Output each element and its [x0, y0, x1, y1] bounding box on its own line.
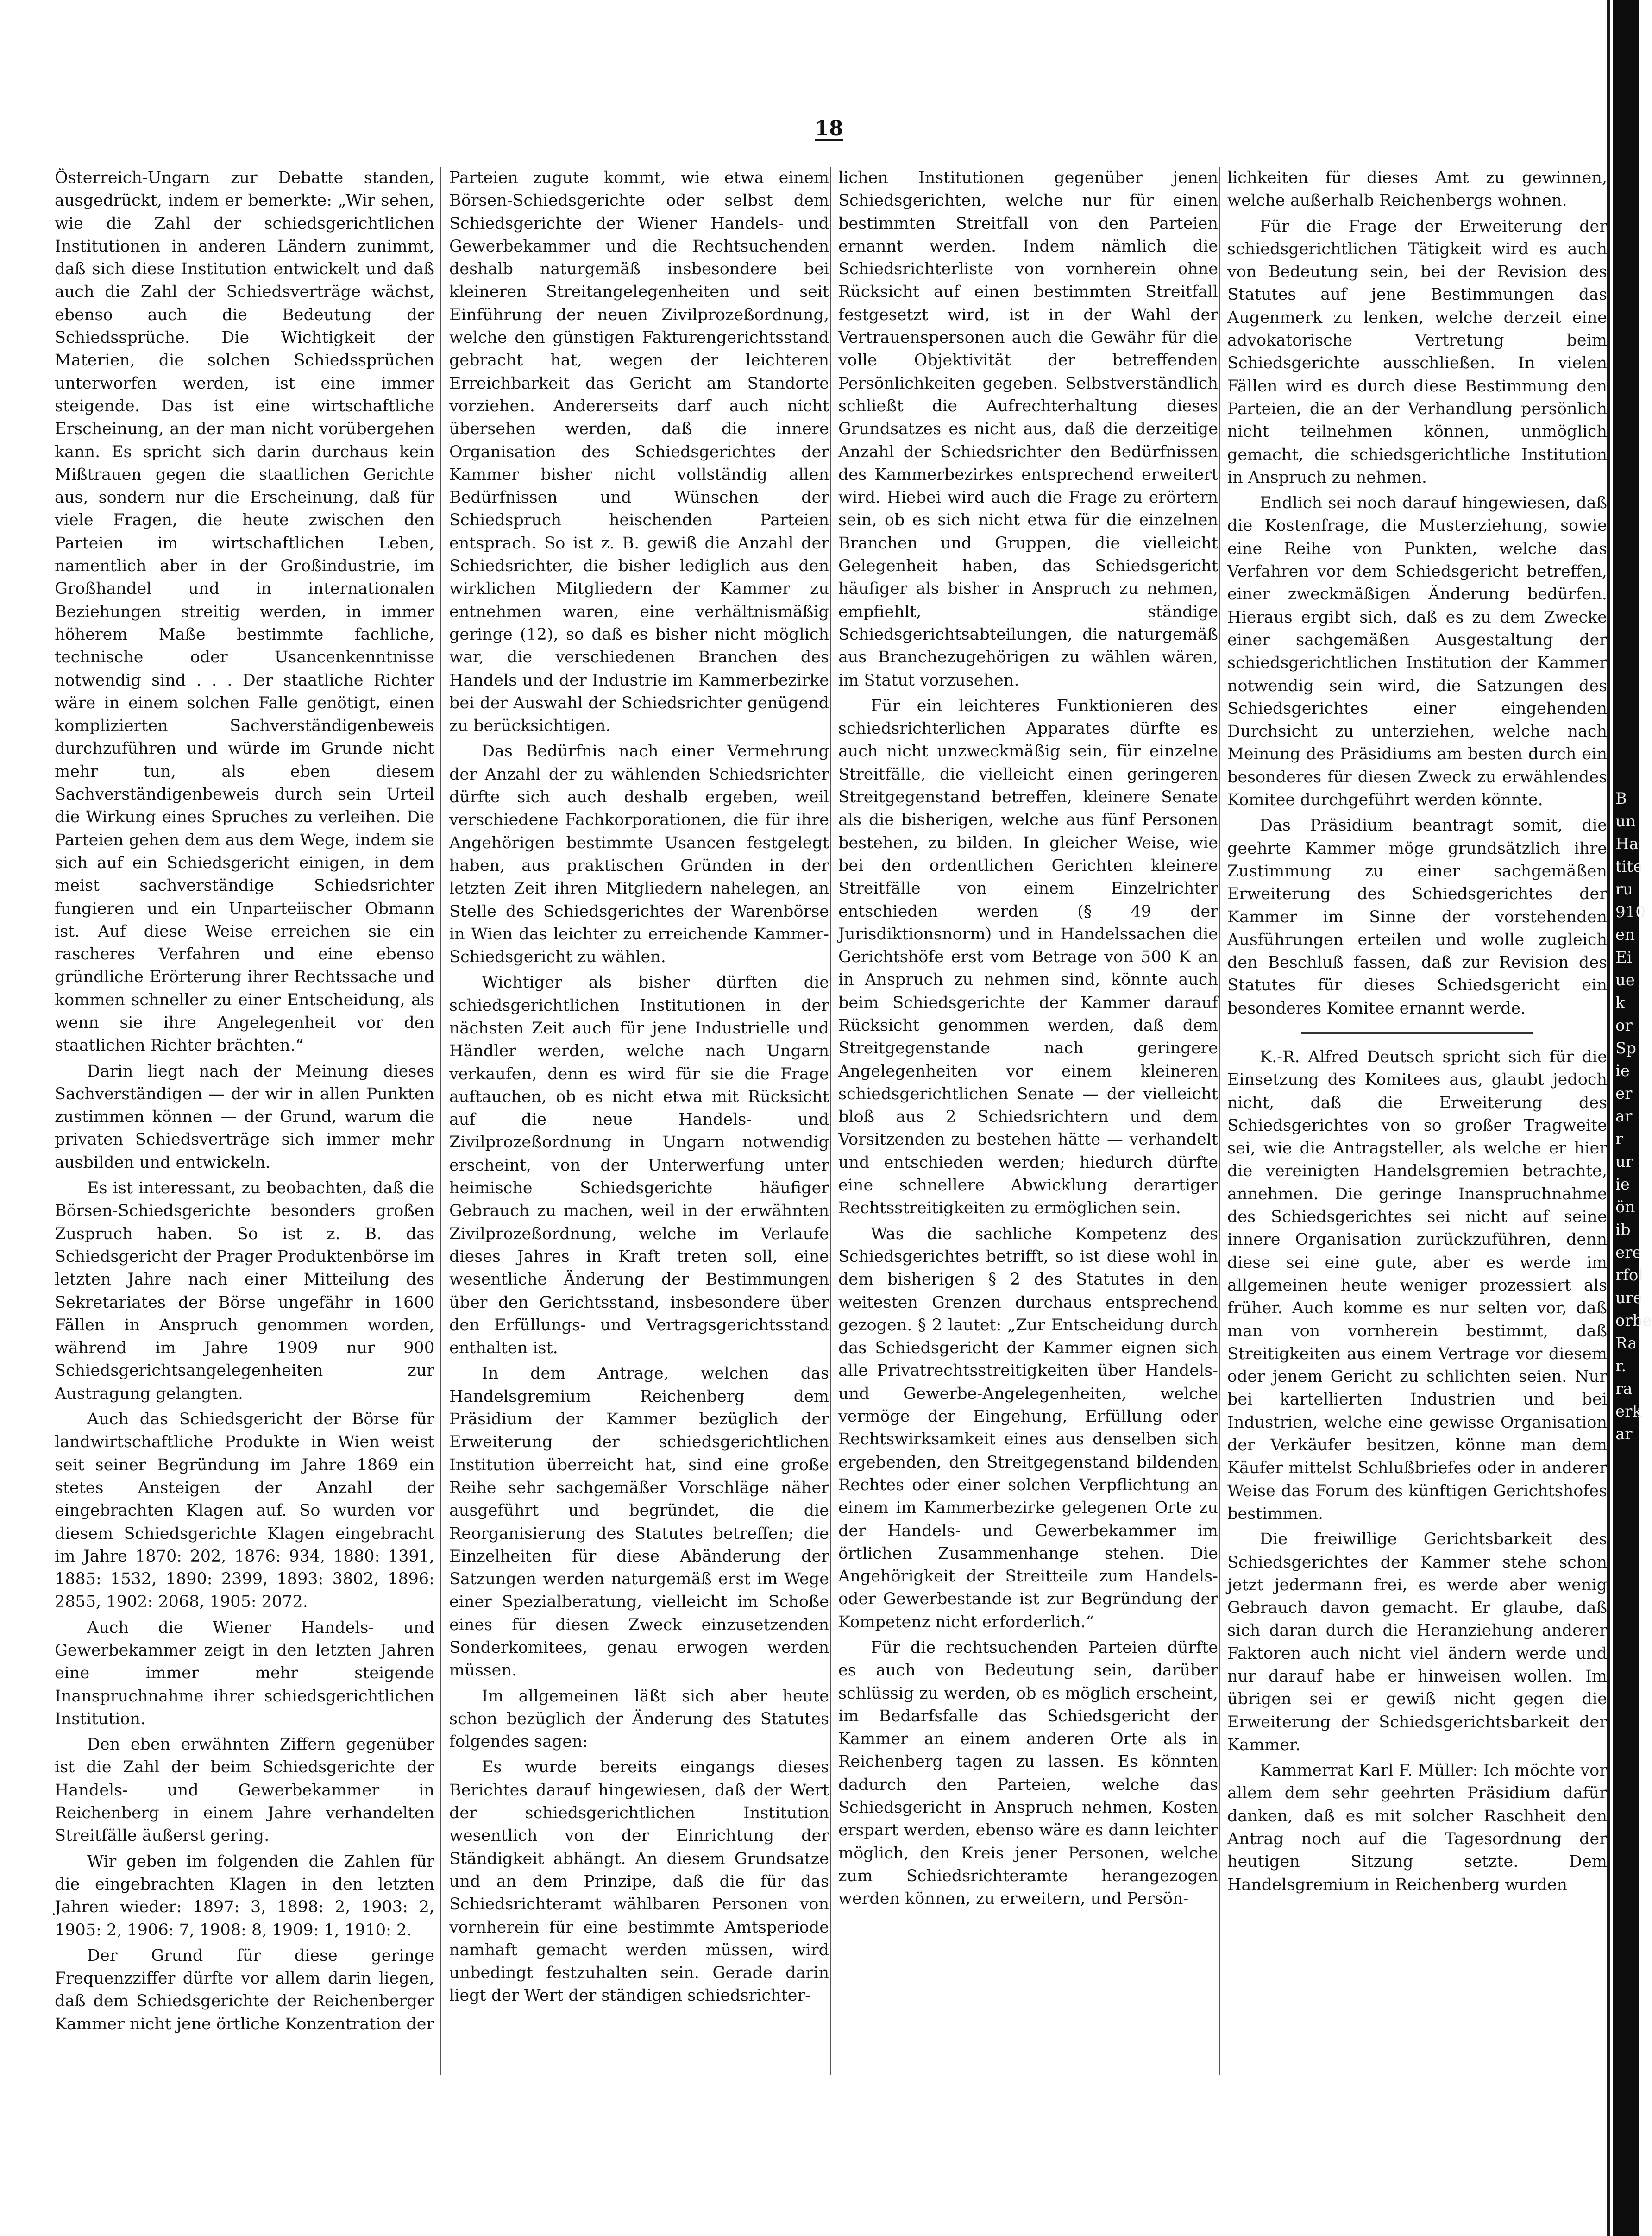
adjacent-page-fragments	[1615, 787, 1652, 2085]
text-column-1	[55, 167, 434, 2066]
edge-fragment: Ha	[1615, 835, 1639, 853]
edge-fragment: r.	[1615, 1357, 1627, 1375]
paragraph: Wichtiger als bisher dürften die schiedsgerichtlichen Institutionen in der nächsten Zeit auch für jene Industrielle und Händler werden, welche nach Ungarn verkaufen, denn es wird für sie die Frage auftauchen, ob es nicht etwa mit Rücksicht auf die neue Handels- und Zivilprozeßordnung in Ungarn notwendig erscheint, von der Unterwerfung unter heimische Schiedsgerichte häufiger Gebrauch zu machen, weil in der erwähnten Zivilprozeßordnung, welche im Verlaufe dieses Jahres in Kraft treten soll, eine wesentliche Änderung der Bestimmungen über den Gerichtsstand, insbesondere über den Erfüllungs- und Vertragsgerichtsstand enthalten ist.	[449, 973, 829, 1358]
edge-fragment: ra	[1615, 1379, 1633, 1398]
edge-fragment: ie	[1615, 1175, 1630, 1194]
edge-fragment: ue	[1615, 971, 1635, 989]
paragraph: Auch das Schiedsgericht der Börse für landwirtschaftliche Produkte in Wien weist seit seiner Begründung im Jahre 1869 ein stetes Ansteigen der Anzahl der eingebrachten Klagen auf. So wurden vor diesem Schiedsgerichte Klagen eingebracht im Jahre 1870: 202, 1876: 934, 1880: 1391, 1885: 1532, 1890: 2399, 1893: 3802, 1896: 2855, 1902: 2068, 1905: 2072.	[55, 1410, 434, 1612]
column-rule	[830, 167, 831, 2075]
paragraph: Was die sachliche Kompetenz des Schiedsgerichtes betrifft, so ist diese wohl in dem bisherigen § 2 des Statutes in den weitesten Grenzen durchaus entsprechend gezogen. § 2 lautet: „Zur Entscheidung durch das Schiedsgericht der Kammer eignen sich alle Privatrechtsstreitigkeiten über Handels- und Gewerbe-Angelegenheiten, welche vermöge der Eingehung, Erfüllung oder Rechtswirksamkeit eines aus denselben sich ergebenden, den Streitgegenstand bildenden Rechtes oder einer solchen Verpflichtung an einem im Kammerbezirke gelegenen Orte zu der Handels- und Gewerbekammer im örtlichen Zusammenhange stehen. Die Angehörigkeit der Streitteile zum Handels- oder Gewerbestande ist zur Begründung der Kompetenz nicht erforderlich.“	[838, 1224, 1218, 1631]
edge-fragment: Sp	[1615, 1039, 1637, 1058]
page-edge-rule	[1607, 0, 1610, 2236]
paragraph: Den eben erwähnten Ziffern gegenüber ist die Zahl der beim Schiedsgerichte der Handels- und Gewerbekammer in Reichenberg in einem Jahre verhandelten Streitfälle äußerst gering.	[55, 1735, 434, 1845]
paragraph: K.-R. Alfred Deutsch spricht sich für die Einsetzung des Komitees aus, glaubt jedoch nicht, daß die Erweiterung des Schiedsgerichtes von so großer Tragweite sei, wie die Antragsteller, als welche er hier die vereinigten Handelsgremien betrachte, annehmen. Die geringe Inanspruchnahme des Schiedsgerichtes sei nicht auf seine innere Organisation zurückzuführen, denn diese sei eine gute, aber es werde im allgemeinen heute weniger prozessiert als früher. Auch komme es nur selten vor, daß man von vornherein bestimmt, daß Streitigkeiten aus einem Vertrage vor diesem oder jenem Gericht zu schlichten seien. Nur bei kartellierten Industrien und bei Industrien, welche eine gewisse Organisation der Verkäufer besitzen, könne man dem Käufer mittelst Schlußbriefes oder in anderer Weise das Forum des künftigen Gerichtshofes bestimmen.	[1227, 1047, 1607, 1523]
page-number: 18	[815, 117, 843, 140]
edge-fragment: ar	[1615, 1425, 1633, 1443]
paragraph: Die freiwillige Gerichtsbarkeit des Schiedsgerichtes der Kammer stehe schon jetzt jedermann frei, es werde aber wenig Gebrauch davon gemacht. Er glaube, daß sich daran durch die Heranziehung anderer Faktoren auch nicht viel ändern werde und nur darauf habe er hinweisen wollen. Im übrigen sei er gewiß nicht gegen die Erweiterung der Schiedsgerichtsbarkeit der Kammer.	[1227, 1530, 1607, 1754]
paragraph: Wir geben im folgenden die Zahlen für die eingebrachten Klagen in den letzten Jahren wieder: 1897: 3, 1898: 2, 1903: 2, 1905: 2, 1906: 7, 1908: 8, 1909: 1, 1910: 2.	[55, 1852, 434, 1940]
edge-fragment: un	[1615, 812, 1636, 831]
edge-fragment: ön	[1615, 1198, 1635, 1216]
paragraph: Parteien zugute kommt, wie etwa einem Börsen-Schiedsgerichte oder selbst dem Schiedsgerichte der Wiener Handels- und Gewerbekammer und die Rechtsuchenden deshalb naturgemäß insbesondere bei kleineren Streitangelegenheiten und seit Einführung der neuen Zivilprozeßordnung, welche den günstigen Fakturengerichtsstand gebracht hat, wegen der leichteren Erreichbarkeit das Gericht am Standorte vorziehen. Andererseits darf auch nicht übersehen werden, daß die innere Organisation des Schiedsgerichtes der Kammer bisher nicht vollständig allen Bedürfnissen und Wünschen der Schiedspruch heischenden Parteien entsprach. So ist z. B. gewiß die Anzahl der Schiedsrichter, die bisher lediglich aus den wirklichen Mitgliedern der Kammer zu entnehmen waren, eine verhältnismäßig geringe (12), so daß es bisher nicht möglich war, die verschiedenen Branchen des Handels und der Industrie im Kammerbezirke bei der Auswahl der Schiedsrichter genügend zu berücksichtigen.	[449, 169, 829, 736]
paragraph: In dem Antrage, welchen das Handelsgremium Reichenberg dem Präsidium der Kammer bezüglich der Erweiterung der schiedsgerichtlichen Institution überreicht hat, sind eine große Reihe sehr sachgemäßer Vorschläge näher ausgeführt und begründet, die die Reorganisierung des Statutes betreffen; die Einzelheiten für diese Abänderung der Satzungen werden naturgemäß erst im Wege einer Spezialberatung, vielleicht im Schoße eines für diesen Zweck einzusetzenden Sonderkomitees, genau erwogen werden müssen.	[449, 1364, 829, 1680]
edge-fragment: Ra	[1615, 1334, 1637, 1353]
edge-fragment: ib	[1615, 1221, 1631, 1239]
edge-fragment: 910	[1615, 903, 1646, 921]
edge-fragment: ur	[1615, 1153, 1633, 1171]
text-column-2	[449, 167, 829, 2066]
edge-fragment: ie	[1615, 1062, 1630, 1080]
edge-fragment: erk	[1615, 1402, 1642, 1421]
paragraph: Darin liegt nach der Meinung dieses Sachverständigen — der wir in allen Punkten zustimmen können — der Grund, warum die privaten Schiedsverträge sich immer mehr ausbilden und entwickeln.	[55, 1062, 434, 1172]
paragraph: Kammerrat Karl F. Müller: Ich möchte vor allem dem sehr geehrten Präsidium dafür danken, daß es mit solcher Raschheit den Antrag noch auf die Tagesordnung der heutigen Sitzung setzte. Dem Handelsgremium in Reichenberg wurden	[1227, 1761, 1607, 1894]
paragraph: Endlich sei noch darauf hingewiesen, daß die Kostenfrage, die Musterziehung, sowie eine Reihe von Punkten, welche das Verfahren vor dem Schiedsgericht betreffen, einer zweckmäßigen Änderung bedürfen. Hieraus ergibt sich, daß es zu dem Zwecke einer sachgemäßen Ausgestaltung der schiedsgerichtlichen Institution der Kammer notwendig sein wird, die Satzungen des Schiedsgerichtes einer eingehenden Durchsicht zu unterziehen, welche nach Meinung des Präsidiums am besten durch ein besonderes für diesen Zweck zu erwählendes Komitee durchgeführt werden könnte.	[1227, 494, 1607, 810]
edge-fragment: Ei	[1615, 948, 1632, 967]
paragraph: Es ist interessant, zu beobachten, daß die Börsen-Schiedsgerichte besonders großen Zuspruch haben. So ist z. B. das Schiedsgericht der Prager Produktenbörse im letzten Jahre nach einer Mitteilung des Sekretariates der Börse ungefähr in 1600 Fällen in Anspruch genommen worden, während im Jahre 1909 nur 900 Schiedsgerichtsangelegenheiten zur Austragung gelangten.	[55, 1179, 434, 1403]
paragraph: Für die rechtsuchenden Parteien dürfte es auch von Bedeutung sein, darüber schlüssig zu werden, ob es möglich erscheint, im Bedarfsfalle das Schiedsgericht der Kammer an einem anderen Orte als in Reichenberg tagen zu lassen. Es könnten dadurch den Parteien, welche das Schiedsgericht in Anspruch nehmen, Kosten erspart werden, ebenso wäre es dann leichter möglich, den Kreis jener Personen, welche zum Schiedsrichteramte herangezogen werden können, zu erweitern, und Persön-	[838, 1638, 1218, 1908]
edge-fragment: B	[1615, 789, 1627, 808]
edge-fragment: orbe	[1615, 1311, 1652, 1330]
paragraph: Für ein leichteres Funktionieren des schiedsrichterlichen Apparates dürfte es auch nicht unzweckmäßig sein, für einzelne Streitfälle, die vielleicht einen geringeren Streitgegenstand betreffen, kleinere Senate als die bisherigen, welche aus fünf Personen bestehen, zu bilden. In gleicher Weise, wie bei den ordentlichen Gerichten kleinere Streitfälle von einem Einzelrichter entschieden werden (§ 49 der Jurisdiktionsnorm) und in Handelssachen die Gerichtshöfe erst vom Betrage von 500 K an in Anspruch zu nehmen sind, könnte auch beim Schiedsgerichte der Kammer darauf Rücksicht genommen werden, daß dem Streitgegenstande nach geringere Angelegenheiten vor einem kleineren schiedsgerichtlichen Senate — der vielleicht bloß aus 2 Schiedsrichtern und dem Vorsitzenden zu bestehen hätte — verhandelt und entschieden werden; hiedurch dürfte eine schnellere Abwicklung derartiger Rechtsstreitigkeiten zu ermöglichen sein.	[838, 696, 1218, 1218]
paragraph: Der Grund für diese geringe Frequenzziffer dürfte vor allem darin liegen, daß dem Schiedsgerichte der Reichenberger Kammer nicht jene örtliche Konzentration der	[55, 1946, 434, 2034]
paragraph: Auch die Wiener Handels- und Gewerbekammer zeigt in den letzten Jahren eine immer mehr steigende Inanspruchnahme ihrer schiedsgerichtlichen Institution.	[55, 1618, 434, 1728]
column-rule	[1219, 167, 1220, 2075]
paragraph: Österreich-Ungarn zur Debatte standen, ausgedrückt, indem er bemerkte: „Wir sehen, wie die Zahl der schiedsgerichtlichen Institutionen in anderen Ländern zunimmt, daß sich diese Institution entwickelt und daß auch die Zahl der Schiedsverträge wächst, ebenso auch die Bedeutung der Schiedssprüche. Die Wichtigkeit der Materien, die solchen Schiedssprüchen unterworfen werden, ist eine immer steigende. Das ist eine wirtschaftliche Erscheinung, an der man nicht vorübergehen kann. Es spricht sich darin durchaus kein Mißtrauen gegen die staatlichen Gerichte aus, sondern nur die Erscheinung, daß für viele Fragen, die heute zwischen den Parteien im wirtschaftlichen Leben, namentlich aber in der Großindustrie, im Großhandel und in internationalen Beziehungen streitig werden, in immer höherem Maße bestimmte fachliche, technische oder Usancenkenntnisse notwendig sind . . . Der staatliche Richter wäre in einem solchen Falle genötigt, einen komplizierten Sachverständigenbeweis durchzuführen und würde im Grunde nicht mehr tun, als eben diesem Sachverständigenbeweis durch sein Urteil die Wirkung eines Spruches zu verleihen. Die Parteien gehen dem aus dem Wege, indem sie sich auf ein Schiedsgericht einigen, in dem meist sachverständige Schiedsrichter fungieren und ein Unparteiischer Obmann ist. Auf diese Weise erreichen sie ein rascheres Verfahren und eine ebenso gründliche Erörterung ihrer Rechtssache und kommen schneller zu einer Entscheidung, als wenn sie ihre Angelegenheit vor den staatlichen Richter brächten.“	[55, 169, 434, 1055]
paragraph: Für die Frage der Erweiterung der schiedsgerichtlichen Tätigkeit wird es auch von Bedeutung sein, bei der Revision des Statutes auf jene Bestimmungen das Augenmerk zu lenken, welche derzeit eine advokatorische Vertretung beim Schiedsgerichte ausschließen. In vielen Fällen wird es durch diese Bestimmung den Parteien, die an der Verhandlung persönlich nicht teilnehmen können, unmöglich gemacht, die schiedsgerichtliche Institution in Anspruch zu nehmen.	[1227, 217, 1607, 487]
edge-fragment: tite	[1615, 857, 1643, 876]
edge-fragment: er	[1615, 1084, 1633, 1103]
edge-fragment: ere	[1615, 1243, 1642, 1262]
paragraph: Es wurde bereits eingangs dieses Berichtes darauf hingewiesen, daß der Wert der schiedsgerichtlichen Institution wesentlich von der Einrichtung der Ständigkeit abhängt. An diesem Grundsatze und an dem Prinzipe, daß die für das Schiedsrichteramt wählbaren Personen von vornherein für eine bestimmte Amtsperiode namhaft gemacht werden müssen, wird unbedingt festzuhalten sein. Gerade darin liegt der Wert der ständigen schiedsrichter-	[449, 1758, 829, 2005]
text-column-3	[838, 167, 1218, 2066]
text-column-4	[1227, 167, 1607, 2066]
edge-fragment: r	[1615, 1130, 1623, 1148]
paragraph: lichkeiten für dieses Amt zu gewinnen, welche außerhalb Reichenbergs wohnen.	[1227, 169, 1607, 210]
paragraph: Im allgemeinen läßt sich aber heute schon bezüglich der Änderung des Statutes folgendes sagen:	[449, 1687, 829, 1751]
edge-fragment: rfol	[1615, 1266, 1644, 1285]
edge-fragment: en	[1615, 926, 1635, 944]
edge-fragment: ure	[1615, 1289, 1643, 1307]
paragraph: Das Bedürfnis nach einer Vermehrung der Anzahl der zu wählenden Schiedsrichter dürfte sich auch deshalb ergeben, weil verschiedene Fachkorporationen, die für ihre Angehörigen bestimmte Usancen festgelegt haben, aus praktischen Gründen in der letzten Zeit ihren Mitgliedern nahelegen, an Stelle des Schiedsgerichtes der Warenbörse in Wien das leichter zu erreichende Kammer-Schiedsgericht zu wählen.	[449, 742, 829, 967]
column-rule	[440, 167, 441, 2075]
paragraph: lichen Institutionen gegenüber jenen Schiedsgerichten, welche nur für einen bestimmten Streitfall von den Parteien ernannt werden. Indem nämlich die Schiedsrichterliste von vornherein ohne Rücksicht auf einen bestimmten Streitfall festgesetzt wird, ist in der Wahl der Vertrauenspersonen auch die Gewähr für die volle Objektivität der betreffenden Persönlichkeiten gegeben. Selbstverständlich schließt die Aufrechterhaltung dieses Grundsatzes es nicht aus, daß die derzeitige Anzahl der Schiedsrichter den Bedürfnissen des Kammerbezirkes entsprechend erweitert wird. Hiebei wird auch die Frage zu erörtern sein, ob es sich nicht etwa für die einzelnen Branchen und Gruppen, die vielleicht Gelegenheit haben, das Schiedsgericht häufiger als bisher in Anspruch zu nehmen, empfiehlt, ständige Schiedsgerichtsabteilungen, die naturgemäß aus Branchezugehörigen zu wählen wären, im Statut vorzusehen.	[838, 169, 1218, 690]
edge-fragment: ar	[1615, 1107, 1633, 1126]
paragraph: Das Präsidium beantragt somit, die geehrte Kammer möge grundsätzlich ihre Zustimmung zu einer sachgemäßen Erweiterung des Schiedsgerichtes der Kammer im Sinne der vorstehenden Ausführungen erteilen und wolle zugleich den Beschluß fassen, daß zur Revision des Statutes für dieses Schiedsgericht ein besonderes Komitee ernannt werde.	[1227, 816, 1607, 1018]
section-divider	[1301, 1032, 1533, 1034]
edge-fragment: ru	[1615, 880, 1633, 899]
edge-fragment: or	[1615, 1016, 1633, 1035]
edge-fragment: k	[1615, 994, 1625, 1012]
